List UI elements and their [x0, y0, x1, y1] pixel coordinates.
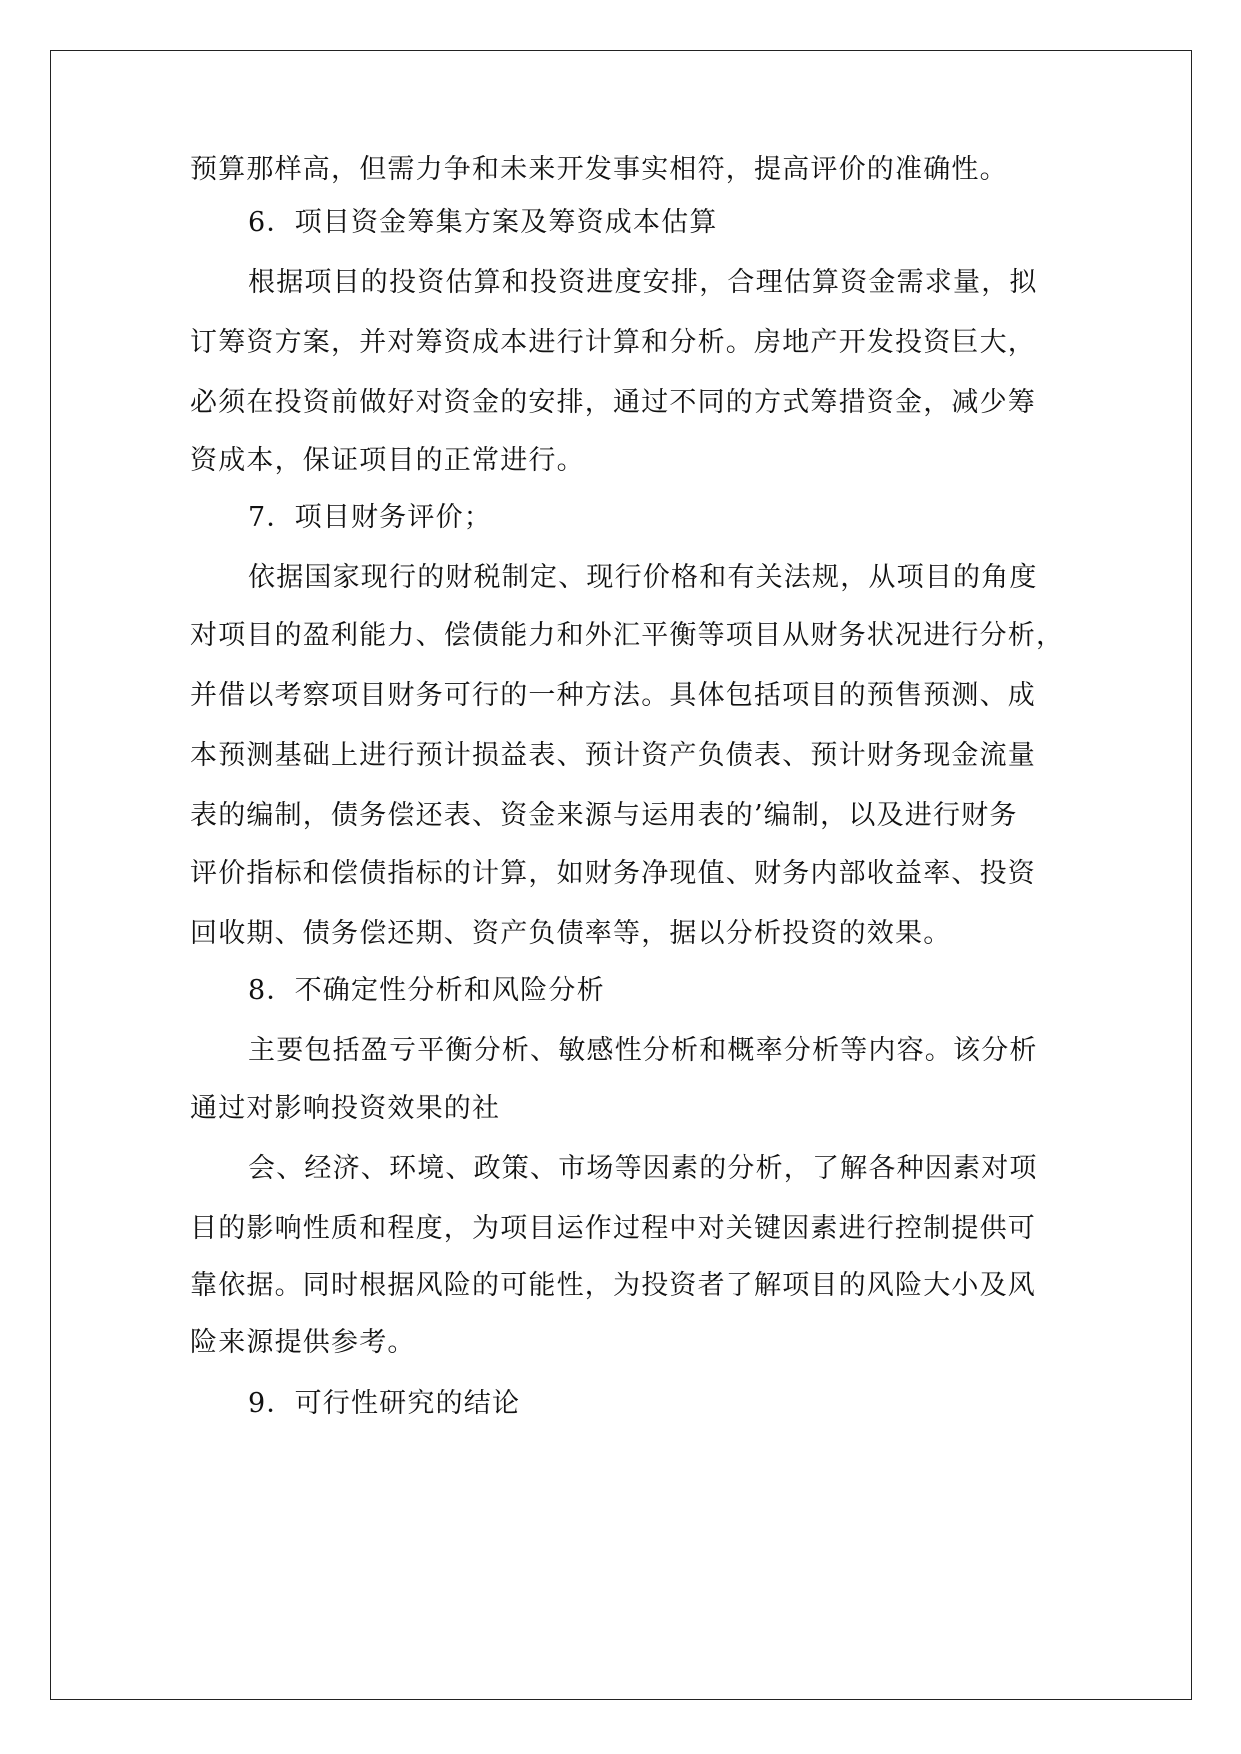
paragraph-line: 靠依据。同时根据风险的可能性，为投资者了解项目的风险大小及风: [190, 1270, 1036, 1301]
paragraph-line: 对项目的盈利能力、偿债能力和外汇平衡等项目从财务状况进行分析，: [190, 620, 1065, 651]
paragraph-line: 评价指标和偿债指标的计算，如财务净现值、财务内部收益率、投资: [190, 858, 1036, 889]
paragraph-line: 会、经济、环境、政策、市场等因素的分析，了解各种因素对项: [248, 1153, 1038, 1184]
paragraph-line: 依据国家现行的财税制定、现行价格和有关法规，从项目的角度: [248, 562, 1038, 593]
paragraph-line: 通过对影响投资效果的社: [190, 1093, 501, 1124]
paragraph-line: 订筹资方案，并对筹资成本进行计算和分析。房地产开发投资巨大，: [190, 327, 1036, 358]
paragraph-line: 必须在投资前做好对资金的安排，通过不同的方式筹措资金，减少筹: [190, 387, 1036, 418]
paragraph-line: 目的影响性质和程度，为项目运作过程中对关键因素进行控制提供可: [190, 1213, 1036, 1244]
section-heading-8: 8．不确定性分析和风险分析: [248, 975, 605, 1006]
paragraph-line: 回收期、债务偿还期、资产负债率等，据以分析投资的效果。: [190, 918, 952, 949]
paragraph-line: 资成本，保证项目的正常进行。: [190, 445, 585, 476]
paragraph-line: 表的编制，债务偿还表、资金来源与运用表的’编制，以及进行财务: [190, 800, 1018, 831]
paragraph-line: 本预测基础上进行预计损益表、预计资产负债表、预计财务现金流量: [190, 740, 1036, 771]
paragraph-line: 主要包括盈亏平衡分析、敏感性分析和概率分析等内容。该分析: [248, 1035, 1038, 1066]
paragraph-line: 根据项目的投资估算和投资进度安排，合理估算资金需求量，拟: [248, 267, 1038, 298]
section-heading-6: 6．项目资金筹集方案及筹资成本估算: [248, 207, 718, 238]
paragraph-line: 险来源提供参考。: [190, 1327, 416, 1358]
section-heading-9: 9．可行性研究的结论: [248, 1388, 521, 1419]
section-heading-7: 7．项目财务评价；: [248, 502, 492, 533]
paragraph-line: 预算那样高，但需力争和未来开发事实相符，提高评价的准确性。: [190, 154, 1008, 185]
paragraph-line: 并借以考察项目财务可行的一种方法。具体包括项目的预售预测、成: [190, 680, 1036, 711]
